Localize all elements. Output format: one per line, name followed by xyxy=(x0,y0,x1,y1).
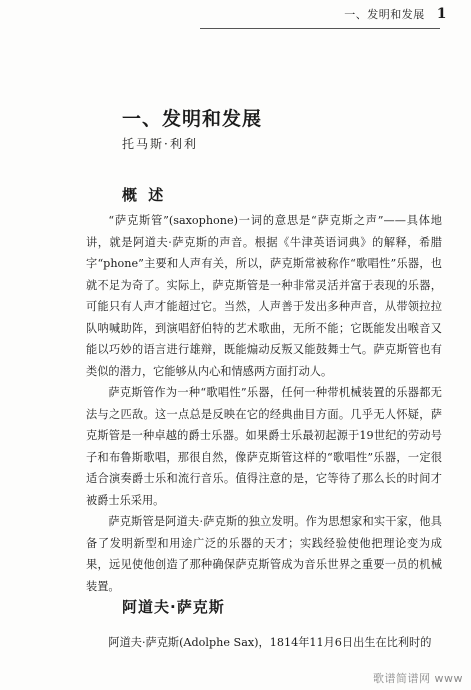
chapter-author: 托马斯·利利 xyxy=(122,137,198,151)
paragraph: 萨克斯管作为一种“歌唱性”乐器，任何一种带机械装置的乐器都无法与之匹敌。这一点总是反映在它的经典曲目方面。几乎无人怀疑，萨克斯管是一种卓越的爵士乐器。如果爵士乐最初起源于19世纪的劳动号子和布鲁斯歌唱，那很自然，像萨克斯管这样的“歌唱性”乐器，一定很适合演奏爵士乐和流行音乐。值得注意的是，它等待了那么长的时间才被爵士乐采用。 xyxy=(86,386,442,507)
header-rule xyxy=(200,28,440,29)
adolphe-sax-text xyxy=(86,632,442,654)
paragraph: “萨克斯管”(saxophone)一词的意思是“萨克斯之声”——具体地讲，就是阿道夫·萨克斯的声音。根据《牛津英语词典》的解释，希腊字“phone”主要和人声有关，所以，萨克斯常被称作“歌唱性”乐器，也就不足为奇了。实际上，萨克斯管是一种非常灵活并富于表现的乐器，可能只有人声才能超过它。当然，人声善于发出多种声音，从带领拉拉队呐喊助阵，到演唱舒伯特的艺术歌曲，无所不能；它既能发出喉音又能以巧妙的语言进行雄辩，既能煽动反叛又能鼓舞士气。萨克斯管也有类似的潜力，它能够从内心和情感两方面打动人。 xyxy=(86,214,442,378)
chapter-title: 一、发明和发展 xyxy=(122,108,263,130)
running-head xyxy=(344,6,447,22)
site-watermark: 歌谱简谱网 www xyxy=(373,672,463,685)
section-title-adolphe-sax: 阿道夫·萨克斯 xyxy=(122,598,225,616)
running-head-title: 一、发明和发展 xyxy=(344,8,425,21)
section-title-overview: 概 述 xyxy=(122,186,167,204)
paragraph: 阿道夫·萨克斯(Adolphe Sax)，1814年11月6日出生在比利时的 xyxy=(108,636,432,649)
page-number: 1 xyxy=(436,6,447,22)
paragraph: 萨克斯管是阿道夫·萨克斯的独立发明。作为思想家和实干家，他具备了发明新型和用途广泛的乐器的天才；实践经验使他把理论变为成果，远见使他创造了那种确保萨克斯管成为音乐世界之重要一员的机械装置。 xyxy=(86,515,442,593)
overview-text xyxy=(86,210,442,597)
